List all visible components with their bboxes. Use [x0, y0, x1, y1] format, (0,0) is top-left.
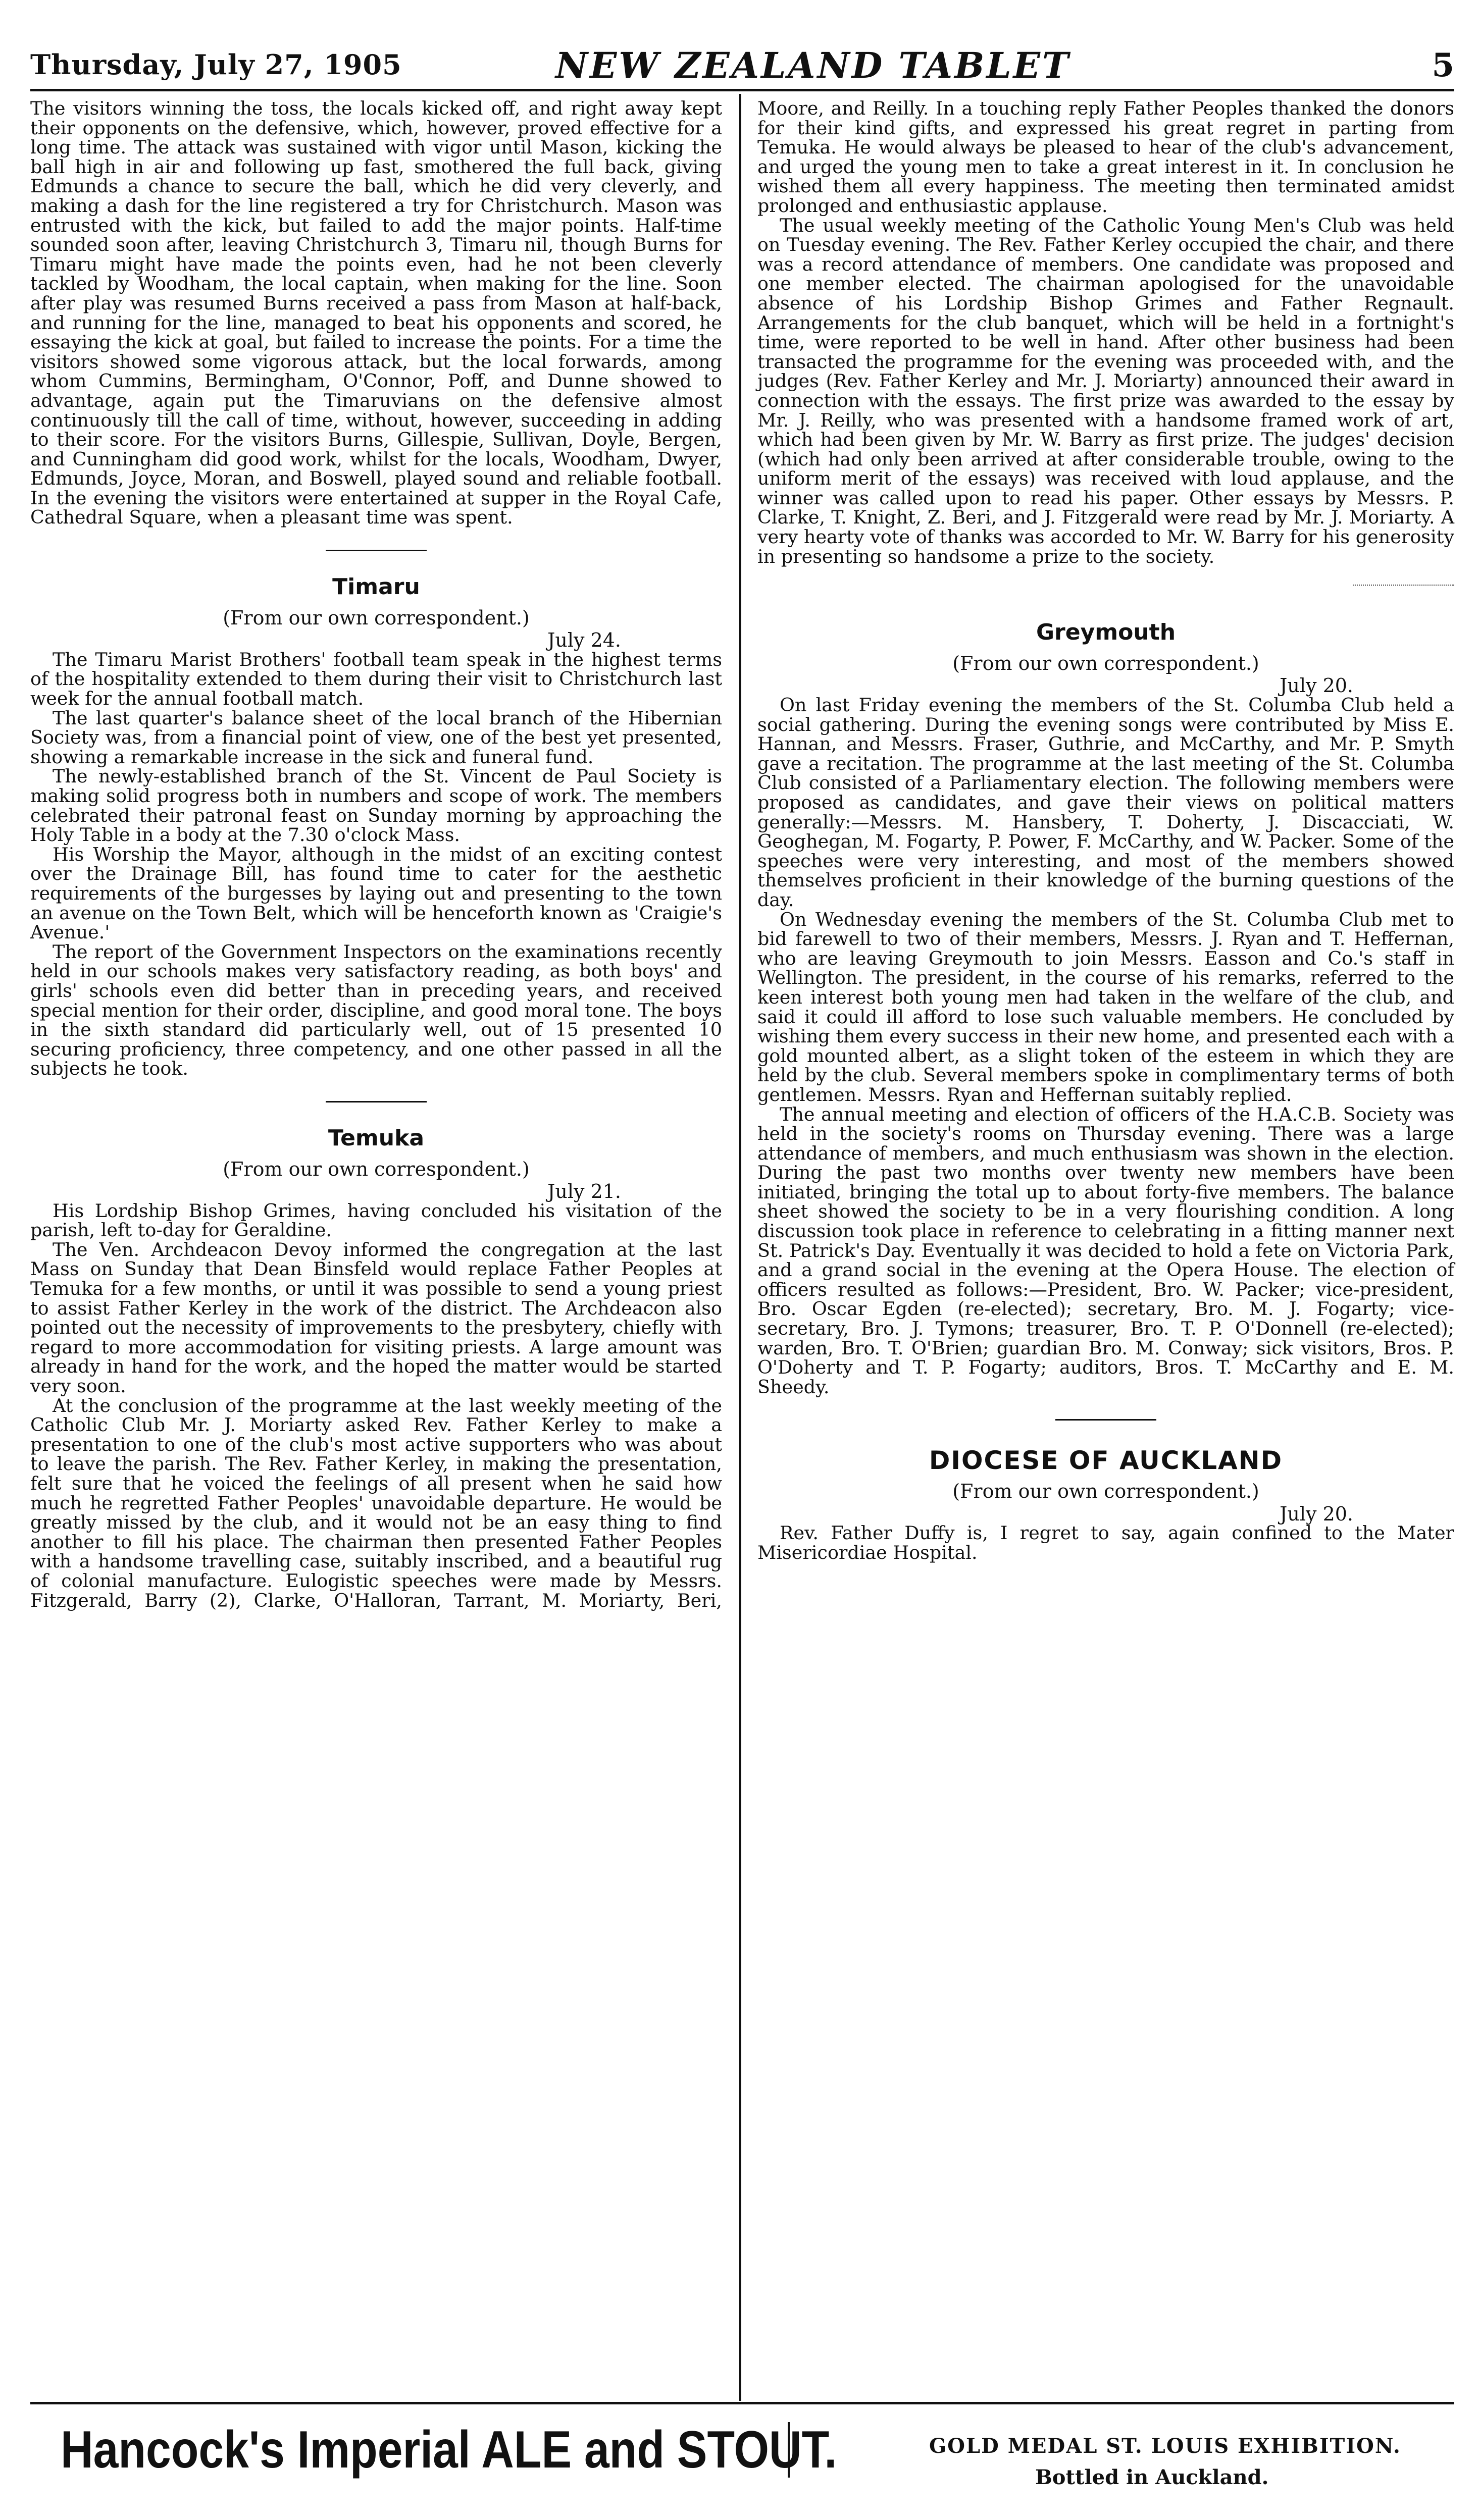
article-paragraph: The usual weekly meeting of the Catholic Young Men's Club was held on Tuesday evening. The Rev. Father Kerley occupied the chair, and there was a record attendance of members. One candidate was proposed and one member elected. The chairman apologised for the unavoidable absence of his Lordship Bishop Grimes and Father Regnault. Arrangements for the club banquet, which will be held in a fortnight's time, were reported to be well in hand. After other business had been transacted the programme for the evening was proceeded with, and the judges (Rev. Father Kerley and Mr. J. Moriarty) announced their award in connection with the essays. The first prize was awarded to the essay by Mr. J. Reilly, who was presented with a handsome framed work of art, which had been given by Mr. W. Barry as first prize. The judges' decision (which had only been arrived at after considerable trouble, owing to the uniform merit of the essays) was received with loud applause, and the winner was called upon to read his paper. Other essays by Messrs. P. Clarke, T. Knight, Z. Beri, and J. Fitzgerald were read by Mr. J. Moriarty. A very hearty vote of thanks was accorded to Mr. W. Barry for his generosity in presenting so handsome a prize to the society. [757, 214, 1454, 567]
section-heading-temuka: Temuka [328, 1125, 425, 1151]
dateline: July 20. [1280, 1502, 1353, 1525]
issue-date: Thursday, July 27, 1905 [30, 48, 402, 81]
article-paragraph: His Worship the Mayor, although in the midst of an exciting contest over the Drainage Bill, has found time to cater for the aesthetic requirements of the burgesses by laying out and presenting to the town an avenue on the Town Belt, which will be henceforth known as 'Craigie's Avenue.' [30, 843, 722, 943]
advertisement [30, 2413, 1454, 2504]
correspondent-line: (From our own correspondent.) [952, 652, 1259, 674]
correspondent-line: (From our own correspondent.) [223, 1158, 530, 1180]
section-rule [326, 550, 427, 551]
article-paragraph: The visitors winning the toss, the locals kicked off, and right away kept their opponents on the defensive, which, however, proved effective for a long time. The attack was sustained with vigor until Mason, kicking the ball high in air and following up fast, smothered the full back, giving Edmunds a chance to secure the ball, which he did very cleverly, and making a dash for the line registered a try for Christchurch. Mason was entrusted with the kick, but failed to add the major points. Half-time sounded soon after, leaving Christchurch 3, Timaru nil, though Burns for Timaru might have made the points even, had he not been cleverly tackled by Woodham, the local captain, when making for the line. Soon after play was resumed Burns received a pass from Mason at half-back, and running for the line, managed to beat his opponents and scored, he essaying the kick at goal, but failed to increase the points. For a time the visitors showed some vigorous attack, but the local forwards, among whom Cummins, Bermingham, O'Connor, Poff, and Dunne showed to advantage, again put the Timaruvians on the defensive almost continuously till the call of time, without, however, succeeding in adding to their score. For the visitors Burns, Gillespie, Sullivan, Doyle, Bergen, and Cunningham did good work, whilst for the locals, Woodham, Dwyer, Edmunds, Joyce, Moran, and Boswell, played sound and reliable football. In the evening the visitors were entertained at supper in the Royal Cafe, Cathedral Square, when a pleasant time was spent. [30, 97, 722, 529]
column-divider [739, 94, 741, 2401]
article-paragraph: At the conclusion of the programme at the last weekly meeting of the Catholic Club Mr. J. Moriarty asked Rev. Father Kerley to make a presentation to one of the club's most active supporters who was about to leave the parish. The Rev. Father Kerley, in making the presentation, felt sure that he voiced the feelings of all present when he said how much he regretted Father Peoples' unavoidable departure. He would be greatly missed by the club, and it would not be an easy thing to find another to fill his place. The chairman then presented Father Peoples with a handsome travelling case, suitably inscribed, and a beautiful rug of colonial manufacture. Eulogistic speeches were made by Messrs. Fitzgerald, Barry (2), Clarke, O'Halloran, Tarrant, M. Moriarty, Beri, [30, 1394, 722, 1611]
masthead [30, 44, 1454, 89]
article-paragraph: The Ven. Archdeacon Devoy informed the congregation at the last Mass on Sunday that Dean Binsfeld would replace Father Peoples at Temuka for a few months, or until it was possible to send a young priest to assist Father Kerley in the work of the district. The Archdeacon also pointed out the necessity of improvements to the presbytery, chiefly with regard to more accommodation for visiting priests. A large amount was already in hand for the work, and the hoped the matter would be started very soon. [30, 1238, 722, 1397]
dateline: July 20. [1280, 674, 1353, 697]
article-paragraph: His Lordship Bishop Grimes, having concluded his visitation of the parish, left to-day for Geraldine. [30, 1199, 722, 1241]
advert-headline: Hancock's Imperial ALE and STOUT. [61, 2421, 837, 2479]
correspondent-line: (From our own correspondent.) [223, 606, 530, 629]
newspaper-title: NEW ZEALAND TABLET [555, 44, 1071, 86]
article-paragraph: Moore, and Reilly. In a touching reply Father Peoples thanked the donors for their kind gifts, and expressed his great regret in parting from Temuka. He would always be pleased to hear of the club's advancement, and urged the young men to take a great interest in it. In conclusion he wished them all every happiness. The meeting then terminated amidst prolonged and enthusiastic applause. [757, 97, 1454, 217]
article-paragraph: The last quarter's balance sheet of the local branch of the Hibernian Society was, from a financial point of view, one of the best yet presented, showing a remarkable increase in the sick and funeral fund. [30, 707, 722, 768]
article-paragraph: The report of the Government Inspectors on the examinations recently held in our schools makes very satisfactory reading, as both boys' and girls' schools even did better than in preceding years, and received special mention for their order, discipline, and good moral tone. The boys in the sixth standard did particularly well, out of 15 presented 10 securing proficiency, three competency, and one other passed in all the subjects he took. [30, 940, 722, 1080]
dateline: July 24. [547, 629, 621, 652]
section-heading-greymouth: Greymouth [1036, 619, 1176, 646]
right-column [757, 99, 1454, 1562]
advert-bottled-line: Bottled in Auckland. [1035, 2465, 1269, 2489]
masthead-rule [30, 89, 1454, 91]
page-number: 5 [1432, 46, 1454, 84]
correspondent-line: (From our own correspondent.) [952, 1480, 1259, 1502]
article-paragraph: On last Friday evening the members of the St. Columba Club held a social gathering. During the evening songs were contributed by Miss E. Hannan, and Messrs. Fraser, Guthrie, and McCarthy, and Mr. P. Smyth gave a recitation. The programme at the last meeting of the St. Columba Club consisted of a Parliamentary election. The following members were proposed as candidates, and gave their views on political matters generally:—Messrs. M. Hansbery, T. Doherty, J. Discacciati, W. Geoghegan, M. Fogarty, P. Power, F. McCarthy, and W. Packer. Some of the speeches were very interesting, and most of the members showed themselves proficient in their knowledge of the burning questions of the day. [757, 694, 1454, 911]
dateline: July 21. [547, 1180, 621, 1203]
section-heading-timaru: Timaru [332, 574, 420, 600]
advert-award-line: GOLD MEDAL ST. LOUIS EXHIBITION. [929, 2434, 1401, 2458]
article-paragraph: The annual meeting and election of officers of the H.A.C.B. Society was held in the society's rooms on Thursday evening. There was a large attendance of members, and much enthusiasm was shown in the election. During the past two months over twenty new members have been initiated, bringing the total up to about forty-five members. The balance sheet showed the society to be in a very flourishing condition. A long discussion took place in reference to celebrating in a fitting manner next St. Patrick's Day. Eventually it was decided to hold a fete on Victoria Park, and a grand social in the evening at the Opera House. The election of officers resulted as follows:—President, Bro. W. Packer; vice-president, Bro. Oscar Egden (re-elected); secretary, Bro. M. J. Fogarty; vice-secretary, Bro. J. Tymons; treasurer, Bro. T. P. O'Donnell (re-elected); warden, Bro. T. O'Brien; guardian Bro. M. Conway; sick visitors, Bros. P. O'Doherty and T. P. Fogarty; auditors, Bros. T. McCarthy and E. M. Sheedy. [757, 1103, 1454, 1398]
section-rule [1055, 1419, 1156, 1421]
article-paragraph: The Timaru Marist Brothers' football team speak in the highest terms of the hospitality extended to them during their visit to Christchurch last week for the annual football match. [30, 648, 722, 710]
advert-divider [788, 2422, 790, 2478]
end-mark [1353, 585, 1454, 597]
article-paragraph: The newly-established branch of the St. Vincent de Paul Society is making solid progress both in numbers and scope of work. The members celebrated their patronal feast on Sunday morning by approaching the Holy Table in a body at the 7.30 o'clock Mass. [30, 765, 722, 846]
article-paragraph: Rev. Father Duffy is, I regret to say, again confined to the Mater Misericordiae Hospital. [757, 1522, 1454, 1563]
left-column [30, 99, 722, 1610]
section-rule [326, 1101, 427, 1102]
advert-rule [30, 2402, 1454, 2404]
article-paragraph: On Wednesday evening the members of the St. Columba Club met to bid farewell to two of their members, Messrs. J. Ryan and T. Heffernan, who are leaving Greymouth to join Messrs. Easson and Co.'s staff in Wellington. The president, in the course of his remarks, referred to the keen interest both young men had taken in the welfare of the club, and said it could ill afford to lose such valuable members. He concluded by wishing them every success in their new home, and presented each with a gold mounted albert, as a slight token of the esteem in which they are held by the club. Several members spoke in complimentary terms of both gentlemen. Messrs. Ryan and Heffernan suitably replied. [757, 908, 1454, 1106]
section-heading-auckland: DIOCESE OF AUCKLAND [929, 1446, 1283, 1476]
